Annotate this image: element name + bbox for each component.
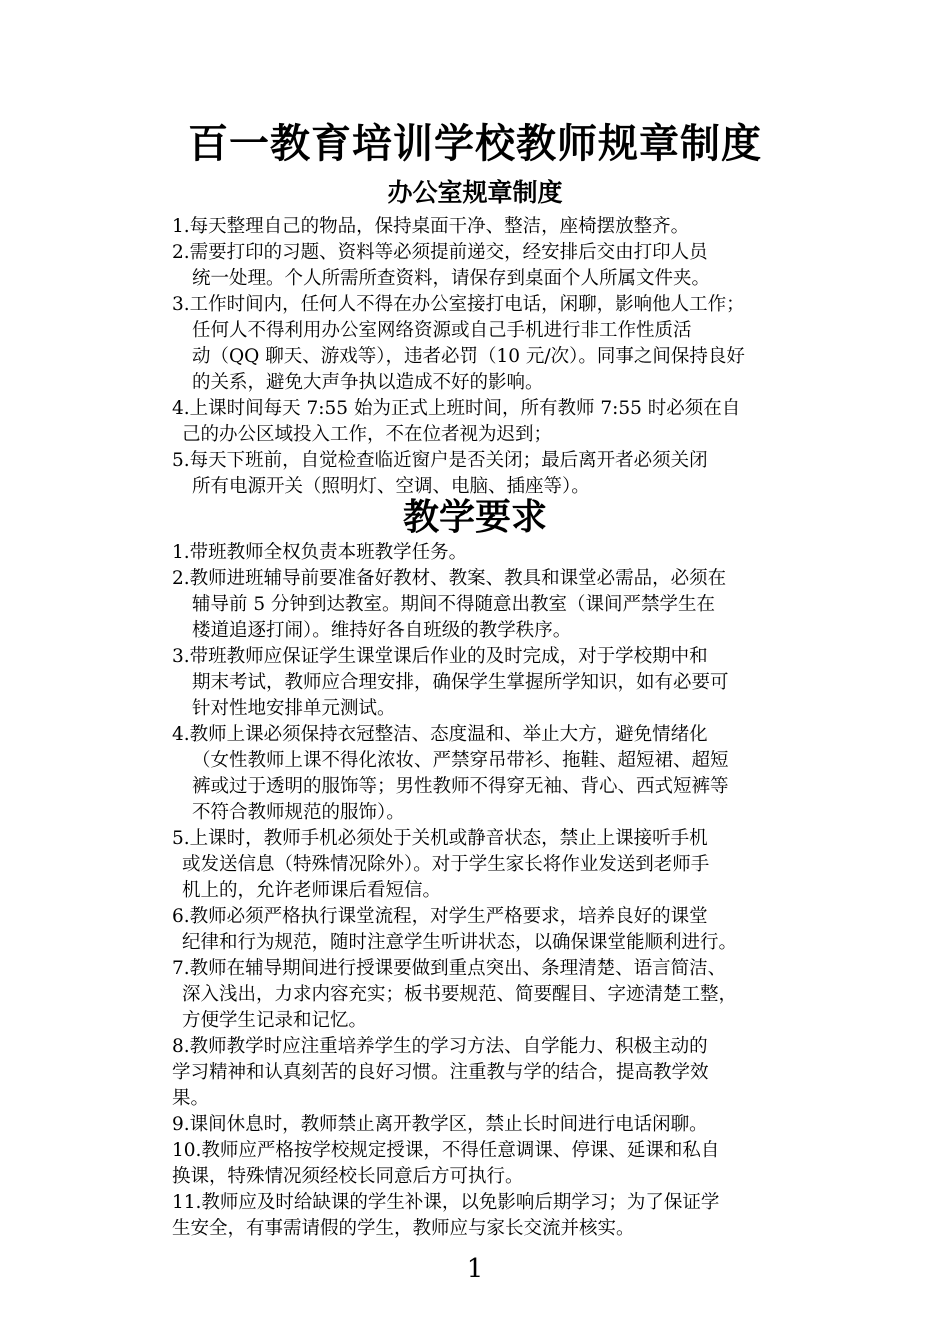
list-item-line: 4.教师上课必须保持衣冠整洁、态度温和、举止大方，避免情绪化 — [172, 724, 708, 745]
list-item-line: 5.每天下班前，自觉检查临近窗户是否关闭；最后离开者必须关闭 — [172, 450, 708, 471]
list-item-line: 1.每天整理自己的物品，保持桌面干净、整洁，座椅摆放整齐。 — [172, 216, 690, 237]
list-item-line: 生安全，有事需请假的学生，教师应与家长交流并核实。 — [172, 1218, 635, 1239]
office-rules-heading: 办公室规章制度 — [387, 178, 563, 207]
list-item — [172, 540, 822, 566]
office-rules-list — [172, 214, 822, 500]
list-item-line: 果。 — [172, 1088, 210, 1109]
list-item-line: 1.带班教师全权负责本班教学任务。 — [172, 542, 468, 563]
list-item-line: （女性教师上课不得化浓妆、严禁穿吊带衫、拖鞋、超短裙、超短 — [192, 750, 729, 771]
list-item — [172, 1034, 822, 1112]
list-item-line: 换课，特殊情况须经校长同意后方可执行。 — [172, 1166, 524, 1187]
list-item-line: 期末考试，教师应合理安排，确保学生掌握所学知识，如有必要可 — [192, 672, 729, 693]
teaching-requirements-list — [172, 540, 822, 1242]
list-item — [172, 214, 822, 240]
list-item-line: 3.工作时间内，任何人不得在办公室接打电话，闲聊，影响他人工作； — [172, 294, 745, 315]
list-item-line: 7.教师在辅导期间进行授课要做到重点突出、条理清楚、语言简洁、 — [172, 958, 727, 979]
list-item-line: 针对性地安排单元测试。 — [192, 698, 396, 719]
list-item-line: 动（QQ 聊天、游戏等），违者必罚（10 元/次）。同事之间保持良好 — [192, 346, 745, 367]
list-item-line: 机上的，允许老师课后看短信。 — [182, 880, 442, 901]
list-item-line: 10.教师应严格按学校规定授课，不得任意调课、停课、延课和私自 — [172, 1140, 720, 1161]
list-item-line: 己的办公区域投入工作，不在位者视为迟到； — [182, 424, 553, 445]
list-item — [172, 448, 822, 500]
teaching-requirements-heading: 教学要求 — [402, 496, 547, 538]
list-item — [172, 292, 822, 396]
document-title: 百一教育培训学校教师规章制度 — [188, 120, 762, 167]
list-item-line: 11.教师应及时给缺课的学生补课，以免影响后期学习；为了保证学 — [172, 1192, 720, 1213]
list-item — [172, 826, 822, 904]
list-item-line: 学习精神和认真刻苦的良好习惯。注重教与学的结合，提高教学效 — [172, 1062, 709, 1083]
list-item-line: 任何人不得利用办公室网络资源或自己手机进行非工作性质活 — [192, 320, 692, 341]
list-item — [172, 240, 822, 292]
list-item — [172, 904, 822, 956]
list-item-line: 8.教师教学时应注重培养学生的学习方法、自学能力、积极主动的 — [172, 1036, 708, 1057]
list-item-line: 6.教师必须严格执行课堂流程，对学生严格要求，培养良好的课堂 — [172, 906, 708, 927]
list-item-line: 3.带班教师应保证学生课堂课后作业的及时完成，对于学校期中和 — [172, 646, 708, 667]
list-item — [172, 566, 822, 644]
list-item-line: 方便学生记录和记忆。 — [182, 1010, 368, 1031]
list-item-line: 辅导前 5 分钟到达教室。期间不得随意出教室（课间严禁学生在 — [192, 594, 716, 615]
list-item-line: 5.上课时，教师手机必须处于关机或静音状态，禁止上课接听手机 — [172, 828, 708, 849]
list-item-line: 楼道追逐打闹）。维持好各自班级的教学秩序。 — [192, 620, 572, 641]
list-item-line: 2.教师进班辅导前要准备好教材、教案、教具和课堂必需品，必须在 — [172, 568, 727, 589]
list-item — [172, 396, 822, 448]
list-item — [172, 1112, 822, 1138]
list-item-line: 2.需要打印的习题、资料等必须提前递交，经安排后交由打印人员 — [172, 242, 708, 263]
list-item-line: 或发送信息（特殊情况除外）。对于学生家长将作业发送到老师手 — [182, 854, 710, 875]
list-item-line: 纪律和行为规范，随时注意学生听讲状态，以确保课堂能顺利进行。 — [182, 932, 738, 953]
list-item-line: 的关系，避免大声争执以造成不好的影响。 — [192, 372, 544, 393]
list-item-line: 深入浅出，力求内容充实；板书要规范、简要醒目、字迹清楚工整， — [182, 984, 738, 1005]
list-item-line: 9.课间休息时，教师禁止离开教学区，禁止长时间进行电话闲聊。 — [172, 1114, 708, 1135]
list-item-line: 统一处理。个人所需所查资料，请保存到桌面个人所属文件夹。 — [192, 268, 711, 289]
list-item — [172, 956, 822, 1034]
list-item-line: 裤或过于透明的服饰等；男性教师不得穿无袖、背心、西式短裤等 — [192, 776, 729, 797]
list-item — [172, 1190, 822, 1242]
list-item-line: 4.上课时间每天 7:55 始为正式上班时间，所有教师 7:55 时必须在自 — [172, 398, 741, 419]
list-item — [172, 644, 822, 722]
list-item-line: 所有电源开关（照明灯、空调、电脑、插座等）。 — [192, 476, 590, 497]
list-item-line: 不符合教师规范的服饰）。 — [192, 802, 405, 823]
list-item — [172, 1138, 822, 1190]
page-number: 1 — [466, 1254, 484, 1284]
list-item — [172, 722, 822, 826]
